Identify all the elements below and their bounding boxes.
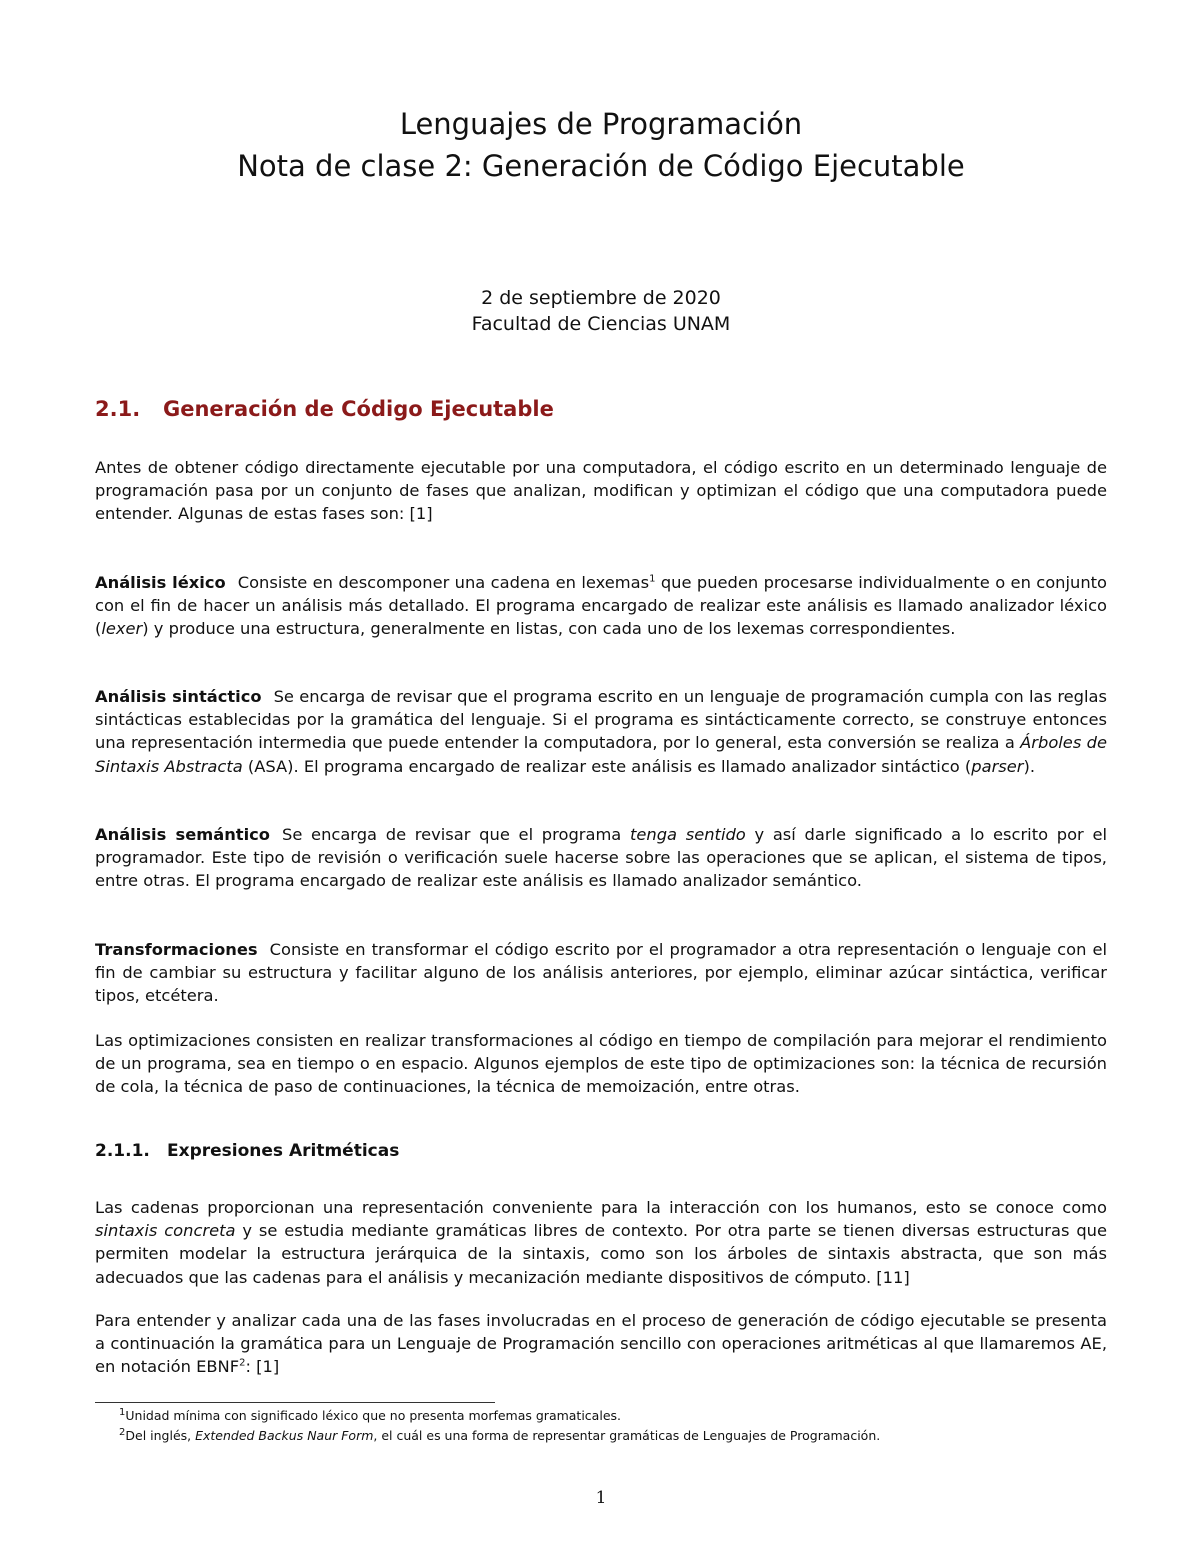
footnote-divider	[95, 1402, 495, 1403]
gramatica-paragraph	[95, 1309, 1107, 1379]
phase-transformaciones-text: Consiste en transformar el código escrito por el programador a otra representación o lenguaje con el fin de cambiar su estructura y facilitar alguno de los análisis anteriores, por ejemplo, eliminar azúcar sintáctica, verificar tipos, etcétera.	[95, 940, 1107, 1006]
footnote-ref-1[interactable]: 1	[649, 573, 656, 585]
phase-sintactico-text-b: (ASA). El programa encargado de realizar este análisis es llamado analizador sintáctico (	[242, 756, 972, 776]
gramatica-text-b: : [1]	[245, 1357, 280, 1377]
ebnf-term: Extended Backus Naur Form	[195, 1428, 374, 1443]
sintaxis-paragraph	[95, 1196, 1107, 1289]
footnote-2-text-a: Del inglés,	[125, 1428, 196, 1443]
lexer-term: lexer	[101, 619, 143, 639]
tenga-sentido-term: tenga sentido	[630, 825, 746, 844]
asa-term: Árboles de Sintaxis Abstracta	[95, 733, 1107, 776]
phase-sintactico-title: Análisis sintáctico	[95, 687, 262, 706]
phase-semantico	[95, 823, 1107, 893]
parser-term: parser	[971, 756, 1024, 776]
phase-lexico	[95, 571, 1107, 641]
section-heading	[95, 397, 554, 421]
phase-lexico-title: Análisis léxico	[95, 573, 226, 592]
phase-semantico-text-b: y así darle significado a lo escrito por el programador. Este tipo de revisión o verificación suele hacerse sobre las operaciones que se aplican, el sistema de tipos, entre otras. El programa encargado de realizar este análisis es llamado analizador semántico.	[95, 825, 1107, 891]
phase-lexico-text-c: ) y produce una estructura, generalmente en listas, con cada uno de los lexemas correspondientes.	[142, 619, 956, 639]
phase-transformaciones	[95, 938, 1107, 1008]
phase-sintactico	[95, 685, 1107, 778]
sintaxis-concreta-term: sintaxis concreta	[95, 1221, 236, 1241]
footnote-1-mark: 1	[119, 1406, 126, 1418]
phase-lexico-text-b: que pueden procesarse individualmente o en conjunto con el fin de hacer un análisis más detallado. El programa encargado de realizar este análisis es llamado analizador léxico (	[95, 573, 1108, 639]
page-number: 1	[595, 1488, 607, 1508]
gramatica-text-a: Para entender y analizar cada una de las fases involucradas en el proceso de generación de código ejecutable se presenta a continuación la gramática para un Lenguaje de Programación sencillo con operaciones aritméticas al que llamaremos AE, en notación EBNF	[95, 1311, 1107, 1377]
footnote-2-text-b: , el cuál es una forma de representar gramáticas de Lenguajes de Programación.	[373, 1428, 881, 1443]
footnote-2	[119, 1428, 880, 1444]
intro-paragraph: Antes de obtener código directamente ejecutable por una computadora, el código escrito en un determinado lenguaje de programación pasa por un conjunto de fases que analizan, modifican y optimizan el código que una computadora puede entender. Algunas de estas fases son: [1]	[95, 458, 1107, 524]
document-date: 2 de septiembre de 2020	[481, 287, 721, 309]
phase-semantico-title: Análisis semántico	[95, 825, 270, 844]
section-title: Generación de Código Ejecutable	[163, 397, 554, 421]
sintaxis-text-a: Las cadenas proporcionan una representación conveniente para la interacción con los humanos, esto se conoce como	[95, 1198, 1107, 1217]
footnote-ref-2[interactable]: 2	[239, 1357, 246, 1369]
optimizaciones-paragraph: Las optimizaciones consisten en realizar transformaciones al código en tiempo de compilación para mejorar el rendimiento de un programa, sea en tiempo o en espacio. Algunos ejemplos de este tipo de optimizaciones son: la técnica de recursión de cola, la técnica de paso de continuaciones, la técnica de memoización, entre otras.	[95, 1031, 1107, 1097]
footnote-2-mark: 2	[119, 1426, 126, 1438]
footnote-1-text: Unidad mínima con significado léxico que no presenta morfemas gramaticales.	[125, 1408, 621, 1423]
footnote-1	[119, 1408, 621, 1424]
subsection-title: Expresiones Aritméticas	[167, 1141, 400, 1161]
phase-transformaciones-title: Transformaciones	[95, 940, 258, 959]
section-number: 2.1.	[95, 397, 141, 421]
document-title: Lenguajes de Programación	[399, 107, 803, 141]
phase-sintactico-text: Se encarga de revisar que el programa escrito en un lenguaje de programación cumpla con las reglas sintácticas establecidas por la gramática del lenguaje. Si el programa es sintácticamente correcto, se construye entonces una representación intermedia que puede entender la computadora, por lo general, esta conversión se realiza a	[95, 687, 1107, 753]
subsection-number: 2.1.1.	[95, 1141, 150, 1161]
phase-semantico-text: Se encarga de revisar que el programa	[281, 825, 630, 844]
document-institution: Facultad de Ciencias UNAM	[471, 313, 731, 335]
phase-lexico-text: Consiste en descomponer una cadena en lexemas	[237, 573, 650, 592]
document-subtitle: Nota de clase 2: Generación de Código Ejecutable	[237, 149, 965, 183]
sintaxis-text-b: y se estudia mediante gramáticas libres de contexto. Por otra parte se tienen diversas estructuras que permiten modelar la estructura jerárquica de la sintaxis, como son los árboles de sintaxis abstracta, que son más adecuados que las cadenas para el análisis y mecanización mediante dispositivos de cómputo. [11]	[95, 1221, 1107, 1287]
phase-sintactico-text-c: ).	[1023, 756, 1036, 776]
subsection-heading	[95, 1141, 399, 1161]
